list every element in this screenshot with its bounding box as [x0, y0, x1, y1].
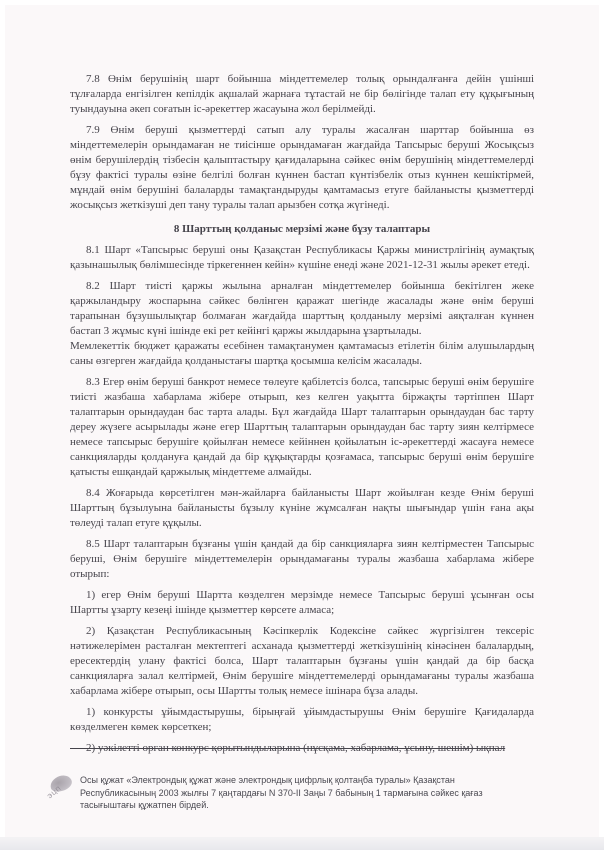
list-item-1-second: 1) конкурсты ұйымдастырушы, бірыңғай ұйымдастырушы Өнім берушіге Қағидаларда көзделмеген көмек көрсеткен; — [70, 706, 534, 733]
paragraph-8-4: 8.4 Жоғарыда көрсетілген мән-жайларға байланысты Шарт жойылған кезде Өнім беруші Шарттың бұзылуына байланысты бұзылу күніне жұмсалған нақты шығындар үшін ғана ақы төлеуді талап етуге құқылы. — [70, 487, 534, 529]
scan-edge-shadow — [0, 837, 604, 850]
list-item-1-first: 1) егер Өнім беруші Шартта көзделген мерзімде немесе Тапсырыс беруші ұсынған осы Шартты ұзарту кезеңі ішінде қызметтер көрсете алмаса; — [70, 589, 534, 616]
paragraph-8-5: 8.5 Шарт талаптарын бұзғаны үшін қандай да бір санкцияларға зиян келтірместен Тапсырыс беруші, Өнім берушіге міндеттемелерін орындамағаны туралы жазбаша хабарлама жібере отырып: — [70, 538, 534, 580]
stamp-ring-text: ЭЦП — [46, 785, 64, 801]
paragraph-7-9: 7.9 Өнім беруші қызметтерді сатып алу туралы жасалған шарттар бойынша өз міндеттемелерін орындамаған не тиісінше орындамаған жағдайда Тапсырыс беруші Жосықсыз өнім берушілердің тізбесін қалыптастыру қағидаларына сәйкес өнім берушінің міндеттемелерді бұзу фактісі туралы өзіне белгілі болған күннен бастап күнтізбелік отыз күннен кешіктірмей, мұндай өнім берушіні балаларды тамақтандыруды қамтамасыз етуге байланысты қызметтерді жосықсыз жеткізуші деп тану туралы талап арызбен сотқа жүгінеді. — [70, 124, 534, 211]
eds-footnote — [46, 774, 546, 812]
paragraph-8-1: 8.1 Шарт «Тапсырыс беруші оны Қазақстан Республикасы Қаржы министрлігінің аумақтық қазынашылық бөлімшесінде тіркегеннен кейін» күшіне енеді және 2021-12-31 жылы әрекет етеді. — [70, 244, 534, 271]
section-8-heading: 8 Шарттың қолданыс мерзімі және бұзу талаптары — [173, 223, 431, 235]
list-item-2-struck: 2) уәкілетті орган конкурс қорытындыларына (нұсқама, хабарлама, ұсыну, шешім) ықпал — [70, 741, 534, 756]
eds-stamp-seal-icon — [46, 776, 76, 810]
footnote-text: Осы құжат «Электрондық құжат және электрондық цифрлық қолтаңба туралы» Қазақстан Республикасының 2003 жылғы 7 қаңтардағы N 370-II Заңы 7 бабының 1 тармағына сәйкес қағаз тасығыштағы құжатпен бірдей. — [80, 775, 483, 810]
document-body — [70, 72, 534, 756]
paragraph-8-2: 8.2 Шарт тиісті қаржы жылына арналған міндеттемелер бойынша бекітілген жеке қаржыландыру жоспарына сәйкес бөлінген қаражат шегінде жасалады және өнім беруші тарапынан бұзушылықтар болмаған жағдайда шарттың қолданылу мерзімі аяқталған күннен бастап 3 жұмыс күні ішінде екі рет кейінгі қаржы жылдарына ұзартылады. — [70, 280, 534, 337]
paragraph-8-2-continuation: Мемлекеттік бюджет қаражаты есебінен тамақтанумен қамтамасыз етілетін білім алушылардың саны өзгерген жағдайда қолданыстағы шартқа қосымша келісім жасалады. — [70, 340, 534, 367]
paragraph-7-8: 7.8 Өнім берушінің шарт бойынша міндеттемелер толық орындалғанға дейін үшінші тұлғаларда енгізілген кепілдік ақшалай жарнаға тұтастай не бір бөлігінде талап ету құқығының туындауына әкеп соғатын іс-әрекеттер жасауына жол берілмейді. — [70, 73, 534, 115]
paragraph-8-3: 8.3 Егер өнім беруші банкрот немесе төлеуге қабілетсіз болса, тапсырыс беруші өнім берушіге тиісті жазбаша хабарлама жібере отырып, кез келген уақытта біржақты тәртіппен Шарт талаптарын орындаудан бас тарта алады. Бұл жағдайда Шарт талаптарын орындаудан бас тарту дереу жүзеге асырылады және егер Шарттың талаптарын орындаудан бас тарту зиян келтірмесе немесе тапсырыс берушіге қойылған немесе кейіннен қойылатын іс-әрекеттерді жасауға немесе санкцияларды қолдануға қандай да бір құқықтарды қозғамаса, тапсырыс беруші өнім берушіге қатысты ешқандай қаржылық міндеттеме алмайды. — [70, 376, 534, 478]
list-item-2-first: 2) Қазақстан Республикасының Кәсіпкерлік Кодексіне сәйкес жүргізілген тексеріс нәтижелерімен расталған мектептегі асханада қызметтерді жеткізушінің кінәсінен балалардың, ересектердің улану фактісі болса, Шарт талаптарын бұзғаны үшін қандай да бір басқа санкцияларға залал келтірмей, Өнім берушіге міндеттемелерді орындамағаны туралы жазбаша хабарлама жібере отырып, осы Шартты толық немесе ішінара бұза алады. — [70, 625, 534, 697]
